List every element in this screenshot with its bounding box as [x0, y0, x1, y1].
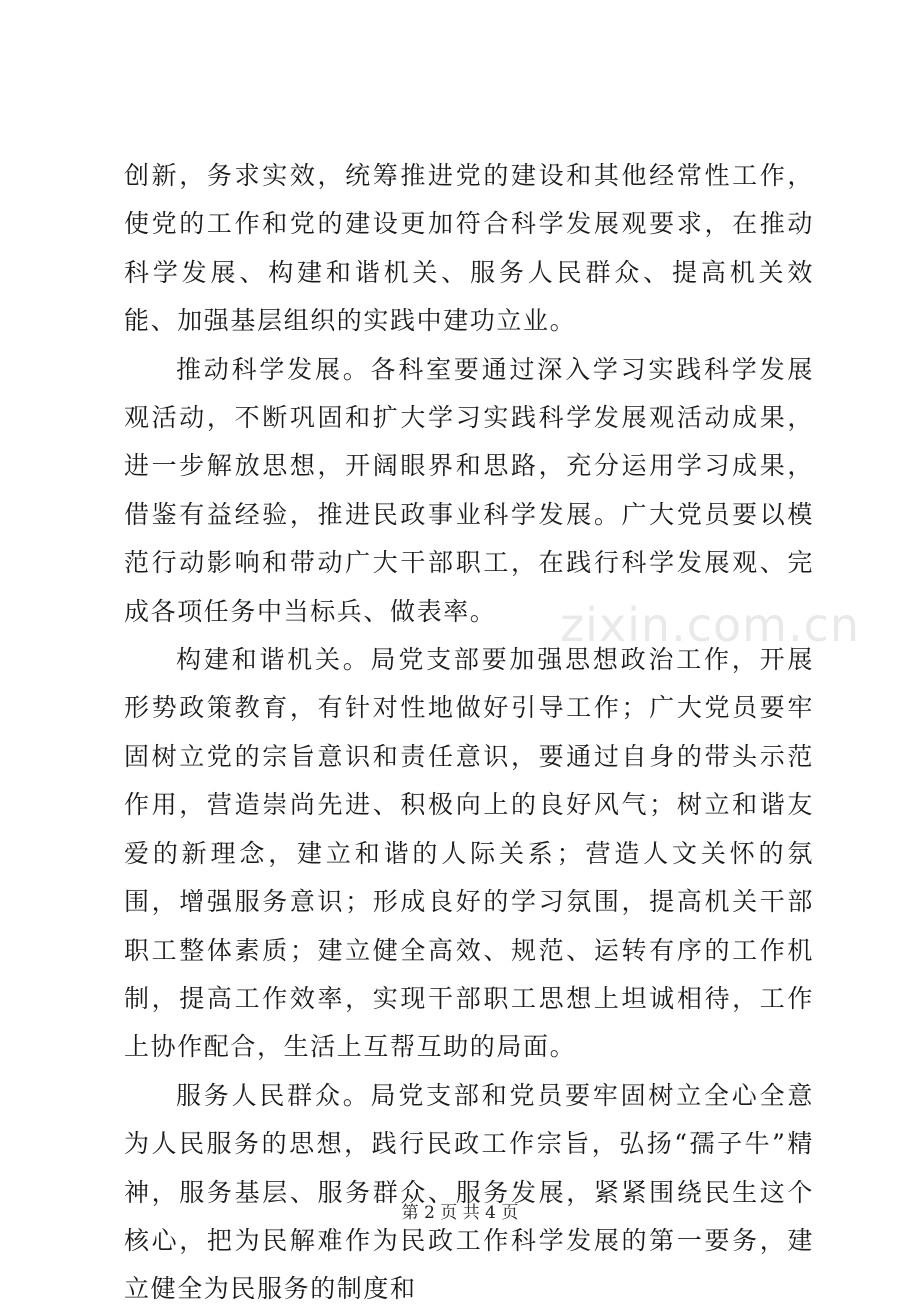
watermark: zixin.com.cn	[560, 598, 861, 652]
paragraph-promote-development: 推动科学发展。各科室要通过深入学习实践科学发展观活动，不断巩固和扩大学习实践科学发展观活动成果，进一步解放思想，开阔眼界和思路，充分运用学习成果，借鉴有益经验，推进民政事业科学发展。广大党员要以模范行动影响和带动广大干部职工，在践行科学发展观、完成各项任务中当标兵、做表率。	[124, 354, 814, 626]
body-text	[124, 152, 814, 1314]
page-footer: 第 2 页 共 4 页	[401, 1203, 519, 1223]
paragraph-intro: 创新，务求实效，统筹推进党的建设和其他经常性工作，使党的工作和党的建设更加符合科学发展观要求，在推动科学发展、构建和谐机关、服务人民群众、提高机关效能、加强基层组织的实践中建功立业。	[124, 161, 814, 336]
paragraph-serve-people: 服务人民群众。局党支部和党员要牢固树立全心全意为人民服务的思想，践行民政工作宗旨，弘扬“孺子牛”精神，服务基层、服务群众、服务发展，紧紧围绕民生这个核心，把为民解难作为民政工作科学发展的第一要务，建立健全为民服务的制度和	[124, 1080, 814, 1304]
paragraph-harmonious-organ: 构建和谐机关。局党支部要加强思想政治工作，开展形势政策教育，有针对性地做好引导工作；广大党员要牢固树立党的宗旨意识和责任意识，要通过自身的带头示范作用，营造崇尚先进、积极向上的良好风气；树立和谐友爱的新理念，建立和谐的人际关系；营造人文关怀的氛围，增强服务意识；形成良好的学习氛围，提高机关干部职工整体素质；建立健全高效、规范、运转有序的工作机制，提高工作效率，实现干部职工思想上坦诚相待，工作上协作配合，生活上互帮互助的局面。	[124, 645, 814, 1062]
